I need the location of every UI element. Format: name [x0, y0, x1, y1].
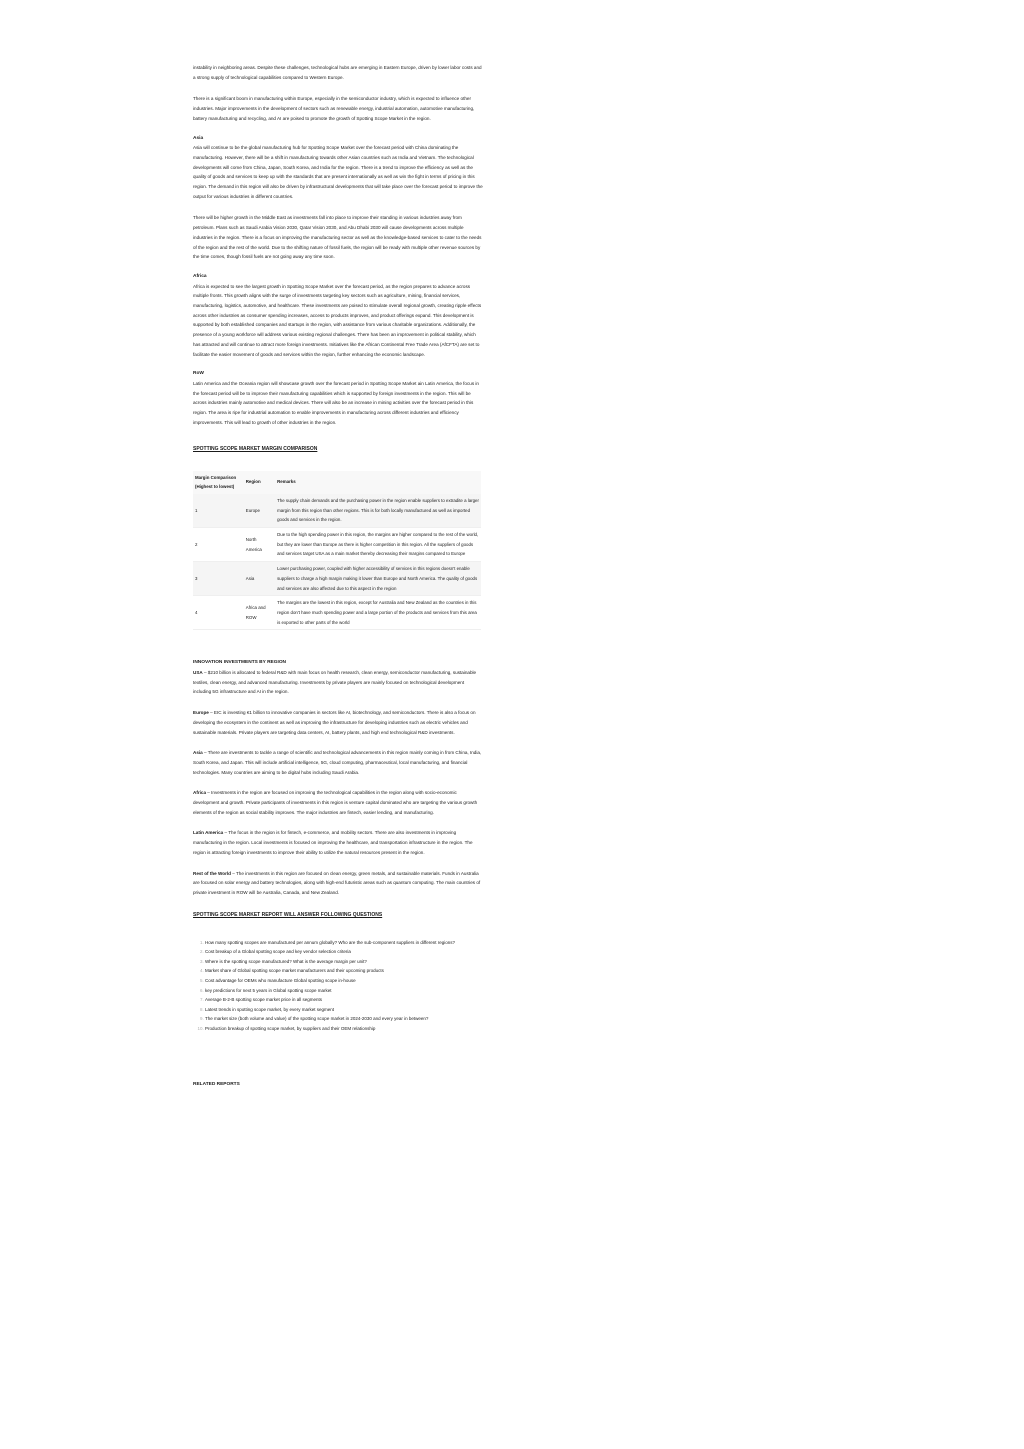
list-item: 4. Market share of Global spotting scope market manufacturers and their upcoming products	[205, 966, 483, 976]
remarks-cell: Due to the high spending power in this region, the margins are higher compared to the rest of the world, but they are lower than Europe as there is higher competition in this region. All the suppliers of goods and services target USA as a main market thereby decreasing their margins compared to Europe	[275, 528, 481, 562]
lead-label: Europe	[193, 710, 209, 716]
column-header-margin: Margin Comparison (Highest to lowest)	[193, 471, 244, 494]
lead-label: Latin America	[193, 830, 224, 836]
rank-cell: 2	[193, 528, 244, 562]
innovation-europe	[193, 708, 483, 737]
africa-heading: Africa	[193, 273, 207, 279]
row-paragraph: Latin America and the Oceania region will showcase growth over the forecast period in Spotting Scope Market a​in Latin America, the focus in the forecast period will be to improve their manufacturing capabilities which is supported by foreign investments in the region. This will be across industries mainly automotive and medical devices. There will also be an increase in mining activities over the forecast period in this region. The area is ripe for industrial automation to enable improvements in manufacturing across different industries and efficiency improvements. This will lead to growth of other industries in the region.	[193, 380, 479, 425]
lead-label: Rest of the World	[193, 870, 231, 876]
column-header-remarks: Remarks	[275, 471, 481, 494]
row-heading: RoW	[193, 371, 204, 377]
list-item: 9. The market size (both volume and value) of the spotting scope market in 2024-2030 and every year in between?	[205, 1014, 483, 1024]
innovation-text: – The focus in the region is for fintech, e-commerce, and mobility sectors. There are also investments in improving manufacturing in the region. Local investments is focused on improving the healthcare, and transportation infrastructure in the region. The region is attracting foreign investments to improve their ability to utilize the natural resources present in the region.	[193, 830, 473, 855]
column-header-region: Region	[244, 471, 275, 494]
europe-paragraph: There is a significant boom in manufacturing within Europe, especially in the semiconductor industry, which is expected to influence other industries. Major improvements in the development of sectors such as renewable energy, industrial automation, automotive manufacturing, battery manufacturing and recycling, and AI are poised to promote the growth of Spotting Scope Market in the region.	[193, 96, 475, 121]
innovation-heading: INNOVATION INVESTMENTS BY REGION	[193, 660, 287, 666]
innovation-text: – EIC is investing €1 billion to innovative companies in sectors like AI, biotechnology, and semiconductors. There is also a focus on developing the ecosystem in the continent as well as improving the infrastructure for developing industries such as electric vehicles and sustainable materials. Private players are targeting data centers, AI, battery plants, and high end technological R&D investments.	[193, 710, 476, 735]
remarks-cell: The margins are the lowest in this region, except for Australia and New Zealand as the countries in this region don't have much spending power and a large portion of the products and services from this area is exported to other parts of the world	[275, 596, 481, 630]
table-header-row	[193, 471, 481, 494]
table-row	[193, 494, 481, 528]
list-item: 6. key predictions for next 5 years in Global spotting scope market	[205, 986, 483, 996]
list-item: 7. Average B-2-B spotting scope market price in all segments	[205, 995, 483, 1005]
region-cell: Europe	[244, 494, 275, 528]
innovation-asia	[193, 748, 483, 777]
table-row	[193, 562, 481, 596]
region-cell: Asia	[244, 562, 275, 596]
list-item: 5. Cost advantage for OEMs who manufacture Global spotting scope in-house	[205, 976, 483, 986]
margin-comparison-table	[193, 471, 481, 631]
middle-east-paragraph: There will be higher growth in the Middle East as investments fall into place to improve their standing in various industries away from petroleum. Plans such as Saudi Arabia Vision 2030, Qatar Vision 2030, and Abu Dhabi 2030 will cause developments across multiple industries in the region. There is a focus on improving the manufacturing sector as well as the knowledge-based services to cater to the needs of the region and the rest of the world. Due to the shifting nature of fossil fuels, the region will be ready with multiple other revenue sources by the time comes, though fossil fuels are not going away any time soon.	[193, 215, 482, 260]
questions-list	[193, 938, 483, 1034]
innovation-rest-of-world	[193, 869, 483, 898]
asia-paragraph: Asia will continue to be the global manufacturing hub for Spotting Scope Market over the forecast period with China dominating the manufacturing. However, there will be a shift in manufacturing towards other Asian countries such as India and Vietnam. The technological developments will come from China, Japan, South Korea, and India for the region. There is a trend to improve the efficiency as well as the quality of goods and services to keep up with the standards that are present internationally as well as win the fight in terms of pricing in this region. The demand in this region will also be driven by infrastructural developments that will take place over the forecast period to improve the output for various industries in different countries.	[193, 145, 483, 199]
lead-label: USA	[193, 670, 203, 676]
list-item: 3. Where is the spotting scope manufactured? What is the average margin per unit?	[205, 957, 483, 967]
rank-cell: 1	[193, 494, 244, 528]
related-reports-heading: RELATED REPORTS	[193, 1081, 240, 1087]
lead-label: Africa	[193, 790, 207, 796]
region-cell: Africa and ROW	[244, 596, 275, 630]
list-item: 10. Production breakup of spotting scope market, by suppliers and their OEM relationship	[205, 1024, 483, 1034]
list-item: 1. How many spotting scopes are manufactured per annum globally? Who are the sub-component suppliers in different regions?	[205, 938, 483, 948]
questions-heading: SPOTTING SCOPE MARKET REPORT WILL ANSWER FOLLOWING QUESTIONS	[193, 911, 383, 918]
africa-paragraph: Africa is expected to see the largest growth in Spotting Scope Market over the forecast period, as the region prepares to advance across multiple fronts. This growth aligns with the surge of investments targeting key sectors such as agriculture, mining, financial services, manufacturing, logistics, automotive, and healthcare. These investments are poised to stimulate overall regional growth, creating ripple effects across other industries as consumer spending increases, access to products improves, and product offerings expand. This development is supported by both established companies and startups in the region, with assistance from various charitable organizations. Additionally, the presence of a young workforce will address various existing regional challenges. There has been an improvement in political stability, which has attracted and will continue to attract more foreign investments. Initiatives like the African Continental Free Trade Area (AfCFTA) are set to facilitate the easier movement of goods and services within the region, further enhancing the economic landscape.	[193, 283, 482, 357]
region-cell: North America	[244, 528, 275, 562]
list-item: 8. Latest trends in spotting scope market, by every market segment	[205, 1005, 483, 1015]
lead-label: Asia	[193, 750, 203, 756]
innovation-africa	[193, 788, 483, 817]
table-row	[193, 596, 481, 630]
margin-comparison-heading: SPOTTING SCOPE MARKET MARGIN COMPARISON	[193, 445, 318, 452]
innovation-text: – Investments in the region are focused on improving the technological capabilities in the region along with socio-economic development and growth. Private participants of investments in this region is venture capital dominated who are targeting the various growth elements of the region as social stability improves. The major industries are fintech, easier lending, and manufacturing.	[193, 790, 478, 815]
remarks-cell: Lower purchasing power, coupled with higher accessibility of services in this regions doesn't enable suppliers to charge a high margin making it lower than Europe and North America. The quality of goods and services are also affected due to this aspect in the region	[275, 562, 481, 596]
innovation-latin-america	[193, 828, 483, 857]
list-item: 2. Cost breakup of a Global spotting scope and key vendor selection criteria	[205, 947, 483, 957]
remarks-cell: The supply chain demands and the purchasing power in the region enable suppliers to extradite a larger margin from this region than other regions. This is for both locally manufactured as well as imported goods and services in the region.	[275, 494, 481, 528]
table-row	[193, 528, 481, 562]
innovation-text: – $210 billion is allocated to federal R&D with main focus on health research, clean energy, semiconductor manufacturing, sustainable textiles, clean energy, and advanced manufacturing. Investments by private players are mainly focused on technological development including 5G infrastructure and AI in the region.	[193, 670, 477, 695]
rank-cell: 4	[193, 596, 244, 630]
article-body	[193, 63, 483, 1089]
asia-heading: Asia	[193, 135, 204, 141]
intro-paragraph: instability in neighboring areas. Despite these challenges, technological hubs are emerging in Eastern Europe, driven by lower labor costs and a strong supply of technological capabilities compared to Western Europe.	[193, 65, 482, 80]
rank-cell: 3	[193, 562, 244, 596]
innovation-text: – There are investments to tackle a range of scientific and technological advancements in this region mainly coming in from China, India, South Korea, and Japan. This will include artificial intelligence, 5G, cloud computing, pharmaceutical, local manufacturing, and financial technologies. Many countries are aiming to be digital hubs including Saudi Arabia.	[193, 750, 482, 775]
innovation-usa	[193, 668, 483, 697]
innovation-text: – The investments in this region are focused on clean energy, green metals, and sustainable materials. Funds in Australia are focused on solar energy and battery technologies, along with high-end futuristic areas such as quantum computing. The main countries of private investment in ROW will be Australia, Canada, and New Zealand.	[193, 870, 481, 895]
